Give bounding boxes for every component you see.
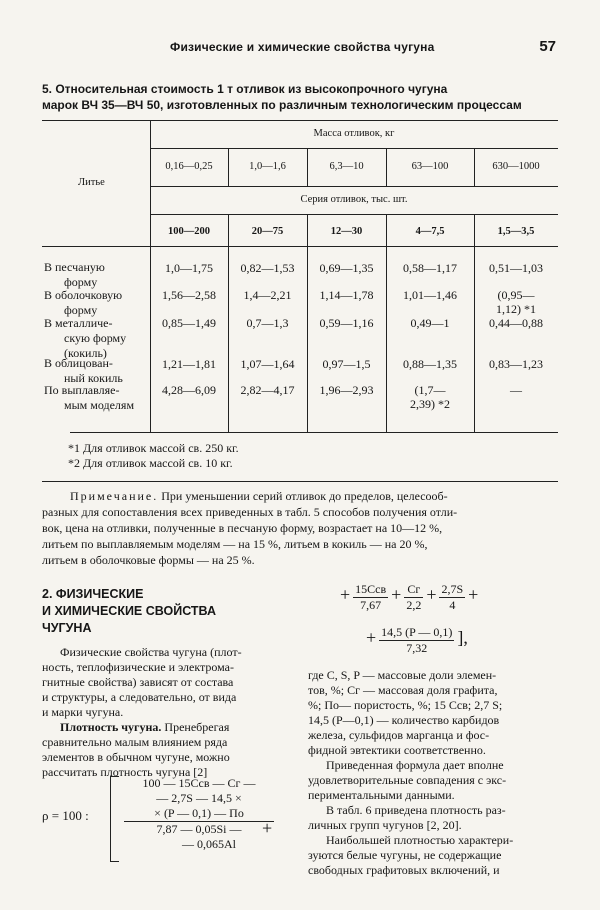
table-cell: 0,44—0,88: [489, 316, 543, 330]
table-cell: 1,07—1,64: [240, 357, 295, 371]
table-cell: 4,28—6,09: [162, 383, 216, 397]
mass-cell: 6,3—10: [329, 161, 364, 172]
table-cell: 0,49—1: [410, 316, 450, 330]
formula-plus: +: [262, 818, 273, 838]
table-cell: 1,21—1,81: [162, 357, 216, 371]
running-header: Физические и химические свойства чугуна: [170, 40, 435, 54]
page-number: 57: [539, 38, 556, 55]
table-cell: 1,4—2,21: [243, 288, 292, 302]
table-cell: 0,7—1,3: [246, 316, 289, 330]
table-cell: (1,7— 2,39) *2: [410, 383, 450, 412]
table-cell: 1,96—2,93: [319, 383, 374, 397]
paragraph: где C, S, P — массовые доли элемен- тов, %; Cг — массовая доля графита, %; Пo— пористость, %; 15 Cсв; 2,7 S; 14,5 (P—0,1) — количество карбидов железа, сульфидов марганца и фос- фидной эвтектики соответственно. Приведенная формула дает вполне удовлетворительные совпадения с экс- периментальными данными. В табл. 6 приведена плотность раз- личных групп чугунов [2, 20]. Наибольшей плотностью характери- зуются белые чугуны, не содержащие свободных графитовых включений, и: [308, 668, 514, 877]
paragraph: Физические свойства чугуна (плот- ность, теплофизические и электрома- гнитные свойства) зависят от состава и структуры, а следовательно, от вида и марки чугуна. Плотность чугуна. Пренебрегая сравнительно малым влиянием ряда элементов в обычном чугуне, можно рассчитать плотность чугуна [2]: [42, 645, 242, 779]
table-note: Примечание. При уменьшении серий отливок до пределов, целесооб- разных для сопоставления всех приведенных в табл. 5 способов получения отли- вок, цена на отливки, полученные в песчаную форму, возрастает на 10—12 %, литьем по выплавляемым моделям — на 15 %, литьем в кокиль — на 20 %, литьем в оболочковые формы — на 25 %.: [42, 489, 458, 567]
table-cell: 0,69—1,35: [319, 261, 374, 275]
table-caption-line-1: 5. Относительная стоимость 1 т отливок из высокопрочного чугуна: [42, 82, 448, 96]
footnote: *1 Для отливок массой св. 250 кг.: [68, 441, 239, 455]
row-label: В металличе- скую форму (кокиль): [44, 316, 127, 360]
table-cell: —: [510, 383, 522, 397]
table-cell: 1,56—2,58: [162, 288, 216, 302]
mass-cell: 63—100: [411, 161, 449, 172]
formula-body: 100 — 15Cсв — Cг — — 2,7S — 14,5 × × (P — 0,1) — Пo 7,87 — 0,05Si — — 0,065Al: [124, 776, 274, 852]
table-cell: (0,95— 1,12) *1: [496, 288, 536, 317]
series-cell: 20—75: [251, 226, 284, 237]
table-rule: [150, 186, 558, 187]
mass-cell: 630—1000: [492, 161, 540, 172]
table-cell: 1,01—1,46: [403, 288, 457, 302]
table-top-rule: [42, 120, 558, 121]
mass-header: Масса отливок, кг: [313, 128, 395, 139]
table-rule: [150, 148, 558, 149]
formula-continuation: + $\frac{\text{15Cсв}}{7,67}$ + $\frac{Cг}{2,2}$ + $\frac{2,7S}{4}$ +: [340, 582, 479, 612]
footnote: *2 Для отливок массой св. 10 кг.: [68, 456, 233, 470]
table-cell: 1,14—1,78: [319, 288, 374, 302]
table-cell: 0,83—1,23: [489, 357, 543, 371]
table-cell: 1,0—1,75: [165, 261, 213, 275]
table-bottom-rule: [70, 432, 558, 433]
table-cell: 0,97—1,5: [322, 357, 371, 371]
table-cell: 0,88—1,35: [403, 357, 457, 371]
table-header-rule: [42, 246, 558, 247]
table-rule: [150, 214, 558, 215]
density-subheading: Плотность чугуна.: [60, 720, 162, 734]
formula-lhs: ρ = 100 :: [42, 808, 89, 823]
table-cell: 0,51—1,03: [489, 261, 543, 275]
section-heading: 2. ФИЗИЧЕСКИЕ И ХИМИЧЕСКИЕ СВОЙСТВА ЧУГУНА: [42, 587, 216, 635]
row-label: В оболочковую форму: [44, 288, 123, 317]
series-cell: 12—30: [330, 226, 363, 237]
table-cell: 0,82—1,53: [240, 261, 295, 275]
row-label: В песчаную форму: [44, 260, 105, 289]
series-cell: 4—7,5: [415, 226, 445, 237]
table-cell: 2,82—4,17: [240, 383, 295, 397]
row-label: По выплавляе- мым моделям: [44, 383, 135, 412]
table-cell: 0,58—1,17: [403, 261, 457, 275]
table-cell: 0,85—1,49: [162, 316, 216, 330]
mass-cell: 0,16—0,25: [165, 161, 213, 172]
table-caption-line-2: марок ВЧ 35—ВЧ 50, изготовленных по различным технологическим процессам: [42, 98, 522, 112]
table-cell: 0,59—1,16: [319, 316, 374, 330]
series-cell: 100—200: [168, 226, 210, 237]
formula-bracket: [110, 776, 119, 862]
mass-cell: 1,0—1,6: [249, 161, 286, 172]
note-label: Примечание.: [70, 489, 159, 503]
series-header: Серия отливок, тыс. шт.: [300, 194, 408, 205]
row-label: В облицован- ный кокиль: [44, 356, 123, 385]
row-header: Литье: [78, 177, 105, 188]
formula-continuation: + $\frac{14,5 (P — 0,1)}{7,32}$ ],: [366, 625, 468, 655]
series-cell: 1,5—3,5: [497, 226, 535, 237]
note-rule: [42, 481, 558, 482]
